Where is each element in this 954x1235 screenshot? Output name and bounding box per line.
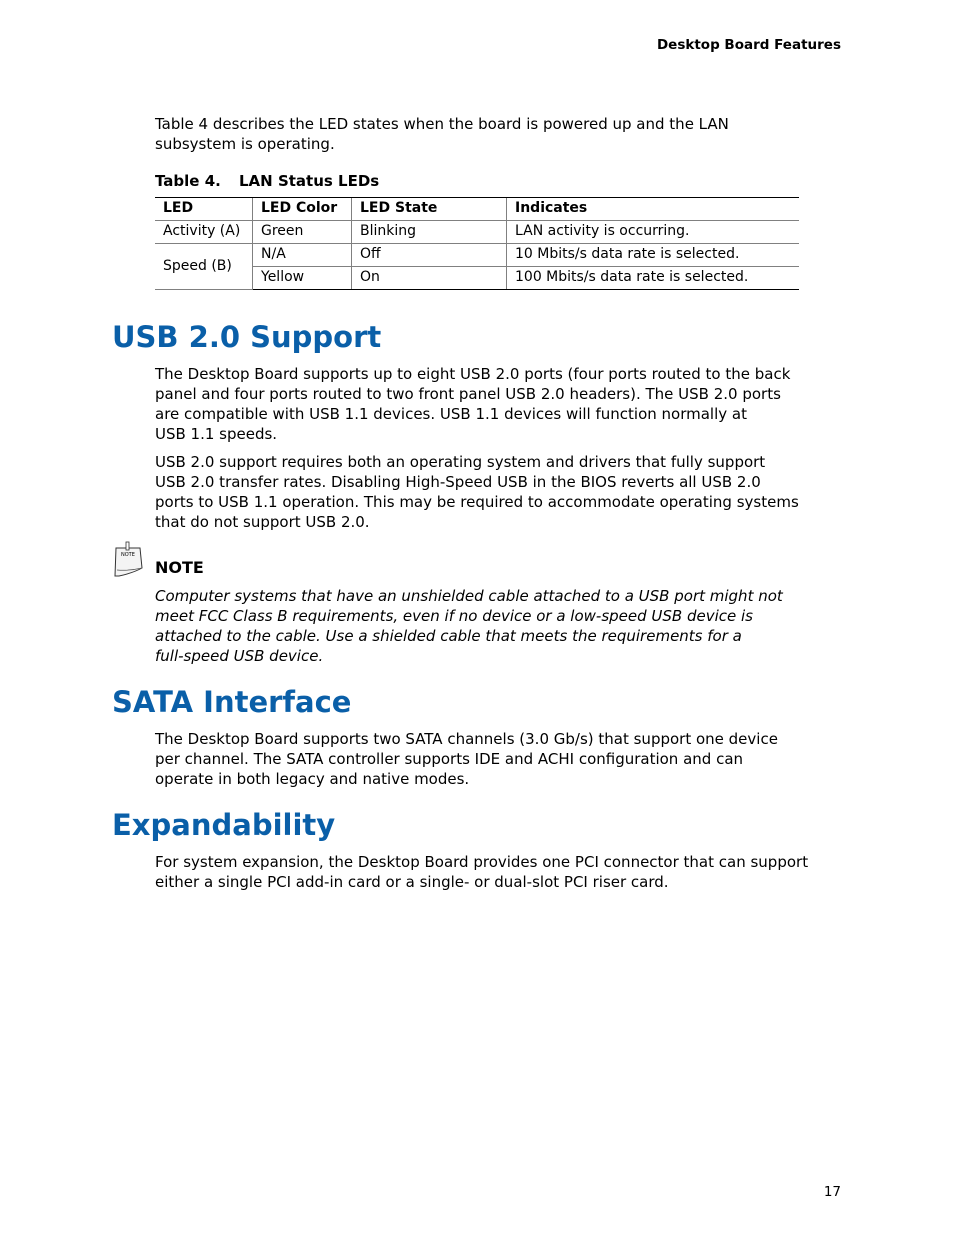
table-caption [155,172,379,190]
table-caption-title: LAN Status LEDs [239,172,380,190]
table-cell-state: Off [352,244,507,267]
column-header: LED Color [253,198,352,221]
text-line: The Desktop Board supports two SATA channels (3.0 Gb/s) that support one device [155,730,778,748]
text-line: USB 2.0 transfer rates. Disabling High-Speed USB in the BIOS reverts all USB 2.0 [155,473,761,491]
text-line: that do not support USB 2.0. [155,513,370,531]
table-row [155,221,799,244]
table-cell-color: Yellow [253,267,352,290]
text-line: For system expansion, the Desktop Board provides one PCI connector that can support [155,853,809,871]
note-label: NOTE [155,558,204,577]
usb-paragraph-2 [155,452,845,532]
table-cell-color: N/A [253,244,352,267]
page-number: 17 [823,1184,841,1200]
usb-paragraph-1 [155,364,845,444]
note-icon [113,540,145,578]
expandability-paragraph [155,852,845,892]
section-heading-expandability: Expandability [112,808,336,842]
table-cell-indicates: LAN activity is occurring. [507,221,800,244]
table-row [155,244,799,267]
note-icon-text: NOTE [121,552,135,558]
lan-status-table [155,197,799,290]
text-line: USB 2.0 support requires both an operating system and drivers that fully support [155,453,766,471]
text-line: attached to the cable. Use a shielded cable that meets the requirements for a [155,627,742,645]
table-cell-state: On [352,267,507,290]
column-header: LED State [352,198,507,221]
intro-line: subsystem is operating. [155,135,335,153]
sata-paragraph [155,729,845,789]
text-line: Computer systems that have an unshielded cable attached to a USB port might not [155,587,783,605]
table-cell-color: Green [253,221,352,244]
intro-paragraph [155,114,845,154]
section-heading-usb: USB 2.0 Support [112,320,382,354]
text-line: USB 1.1 speeds. [155,425,278,443]
table-cell-indicates: 10 Mbits/s data rate is selected. [507,244,800,267]
table-caption-number: Table 4. [155,172,221,190]
table-cell-indicates: 100 Mbits/s data rate is selected. [507,267,800,290]
text-line: per channel. The SATA controller supports IDE and ACHI configuration and can [155,750,744,768]
note-text [155,586,845,666]
text-line: either a single PCI add-in card or a single- or dual-slot PCI riser card. [155,873,669,891]
section-heading-sata: SATA Interface [112,685,352,719]
column-header: Indicates [507,198,800,221]
text-line: meet FCC Class B requirements, even if no device or a low-speed USB device is [155,607,753,625]
text-line: panel and four ports routed to two front panel USB 2.0 headers). The USB 2.0 ports [155,385,781,403]
running-header: Desktop Board Features [656,37,841,53]
table-row [155,267,799,290]
text-line: are compatible with USB 1.1 devices. USB 1.1 devices will function normally at [155,405,747,423]
table-cell-state: Blinking [352,221,507,244]
intro-line: Table 4 describes the LED states when the board is powered up and the LAN [155,115,729,133]
text-line: The Desktop Board supports up to eight USB 2.0 ports (four ports routed to the back [155,365,791,383]
text-line: ports to USB 1.1 operation. This may be required to accommodate operating systems [155,493,799,511]
column-header: LED [155,198,253,221]
text-line: operate in both legacy and native modes. [155,770,470,788]
table-cell-led: Speed (B) [155,244,253,290]
table-cell-led: Activity (A) [155,221,253,244]
table-header-row [155,198,799,221]
text-line: full-speed USB device. [155,647,324,665]
